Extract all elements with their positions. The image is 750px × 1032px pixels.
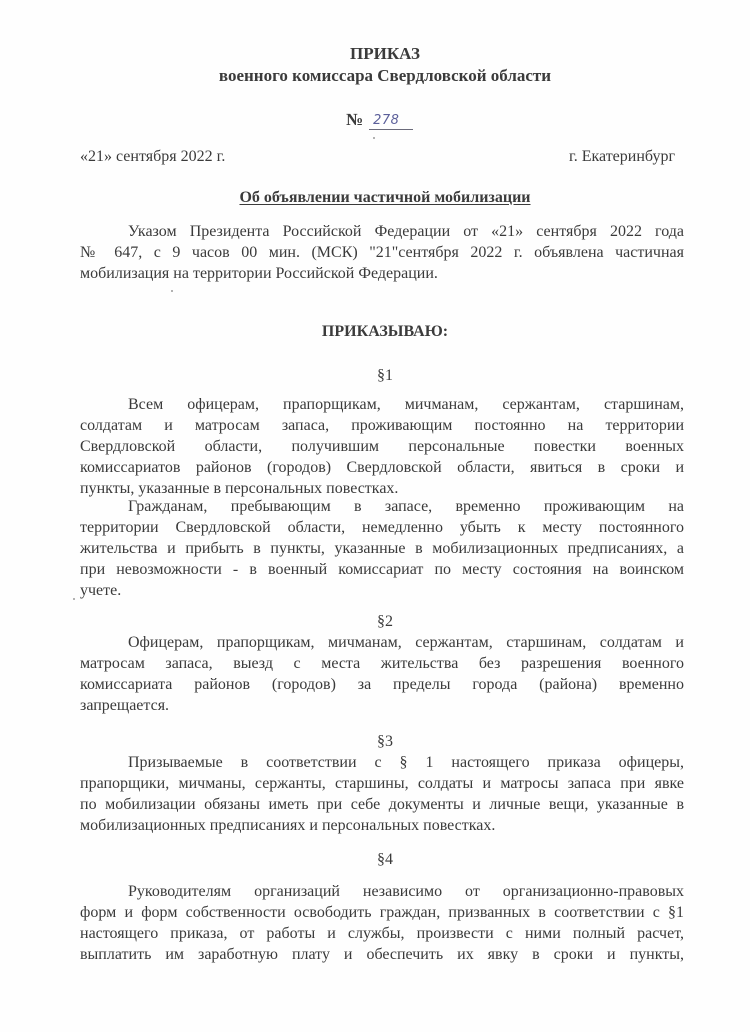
paragraph-line: Призываемые в соответствии с § 1 настоящего приказа офицеры, <box>128 754 684 771</box>
paragraph-line: территории Свердловской области, немедленно убыть к месту постоянного <box>80 519 684 536</box>
preamble-line: мобилизация на территории Российской Федерации. <box>80 265 438 282</box>
number-label: № <box>346 110 364 129</box>
paragraph-line: форм и форм собственности освободить граждан, призванных в соответствии с §1 <box>80 904 684 921</box>
scan-speck <box>373 137 375 139</box>
paragraph-line: по мобилизации обязаны иметь при себе документы и личные вещи, указанные в <box>80 796 684 813</box>
paragraph-line: выплатить им заработную плату и обеспечить их явку в сроки и пункты, <box>80 946 684 963</box>
paragraph-line: матросам запаса, выезд с места жительства без разрешения военного <box>80 655 684 672</box>
paragraph-line: учете. <box>80 582 122 599</box>
paragraph-line: Всем офицерам, прапорщикам, мичманам, сержантам, старшинам, <box>128 396 684 413</box>
paragraph-line: жительства и прибыть в пункты, указанные в мобилизационных предписаниях, а <box>80 540 684 557</box>
paragraph-line: пункты, указанные в персональных повестках. <box>80 480 399 497</box>
paragraph-line: при невозможности - в военный комиссариат по месту состояния на воинском <box>80 561 684 578</box>
section-label-4: §4 <box>377 851 393 868</box>
handwritten-number: 278 <box>369 113 413 130</box>
document-title: ПРИКАЗ <box>350 44 420 63</box>
preamble-line: Указом Президента Российской Федерации от «21» сентября 2022 года <box>128 223 684 240</box>
paragraph-line: Руководителям организаций независимо от организационно-правовых <box>128 883 684 900</box>
paragraph-line: Свердловской области, получившим персональные повестки военных <box>80 438 684 455</box>
orders-label: ПРИКАЗЫВАЮ: <box>321 323 449 340</box>
section-label-2: §2 <box>377 613 393 630</box>
paragraph-line: прапорщики, мичманы, сержанты, старшины, солдаты и матросы запаса при явке <box>80 775 684 792</box>
order-city: г. Екатеринбург <box>568 148 675 165</box>
scan-speck <box>73 598 75 600</box>
scan-speck <box>171 290 173 292</box>
paragraph-line: Гражданам, пребывающим в запасе, временно проживающим на <box>128 498 684 515</box>
paragraph-line: Офицерам, прапорщикам, мичманам, сержантам, старшинам, солдатам и <box>128 634 684 651</box>
paragraph-line: мобилизационных предписаниях и персональных повестках. <box>80 817 496 834</box>
paragraph-line: солдатам и матросам запаса, проживающим постоянно на территории <box>80 417 684 434</box>
section-label-1: §1 <box>377 367 393 384</box>
section-label-3: §3 <box>377 733 393 750</box>
order-number <box>346 110 413 130</box>
paragraph-line: комиссариата районов (городов) за пределы города (района) временно <box>80 676 684 693</box>
order-heading: Об объявлении частичной мобилизации <box>239 189 531 206</box>
preamble-line: № 647, с 9 часов 00 мин. (МСК) "21"сентября 2022 г. объявлена частичная <box>80 244 684 261</box>
document-subtitle: военного комиссара Свердловской области <box>218 66 552 85</box>
paragraph-line: комиссариатов районов (городов) Свердловской области, явиться в сроки и <box>80 459 684 476</box>
paragraph-line: настоящего приказа, от работы и службы, произвести с ними полный расчет, <box>80 925 684 942</box>
order-date: «21» сентября 2022 г. <box>80 148 226 165</box>
paragraph-line: запрещается. <box>80 697 170 714</box>
